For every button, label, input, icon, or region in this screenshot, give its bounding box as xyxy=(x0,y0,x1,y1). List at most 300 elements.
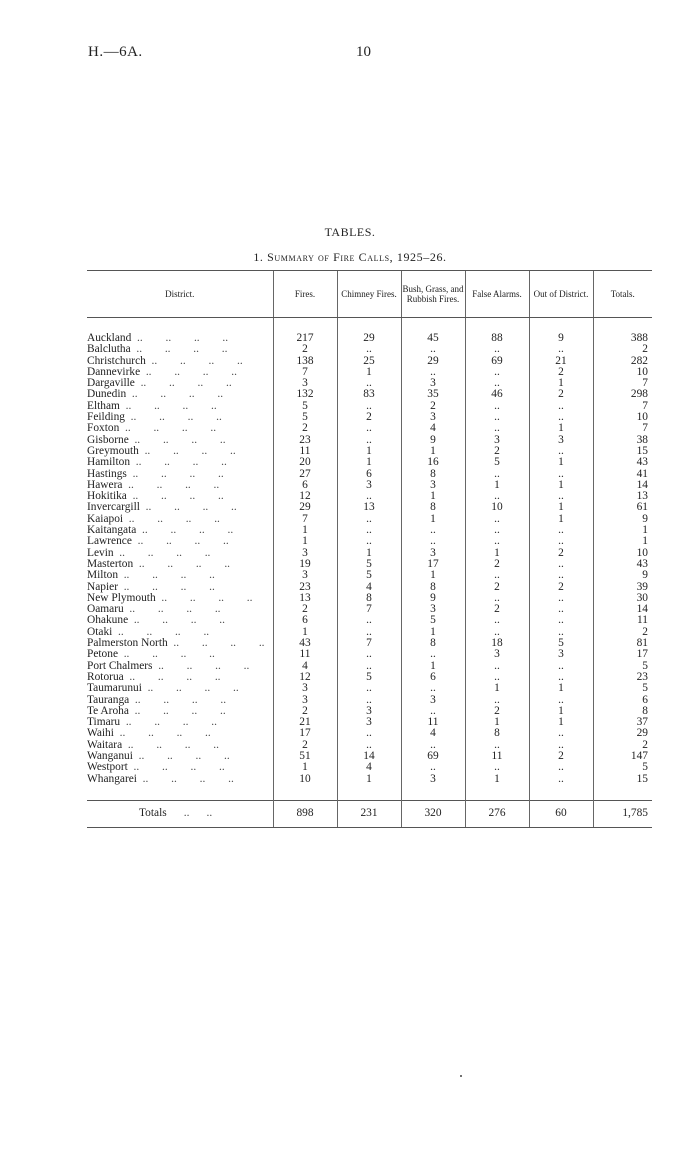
cell-bush: 3 xyxy=(401,548,465,559)
cell-false-alarms: .. xyxy=(465,378,529,389)
cell-bush: 4 xyxy=(401,728,465,739)
cell-total: 5 xyxy=(593,683,652,694)
cell-fires: 2 xyxy=(273,604,337,615)
cell-out-of-district: 5 xyxy=(529,638,593,649)
district-name: Palmerston North .. .. .. .. xyxy=(87,638,265,650)
cell-bush: 5 xyxy=(401,615,465,626)
cell-total: 15 xyxy=(593,446,652,457)
cell-chimney: 14 xyxy=(337,751,401,762)
cell-bush: .. xyxy=(401,344,465,355)
cell-fires: 2 xyxy=(273,423,337,434)
cell-bush: 3 xyxy=(401,378,465,389)
cell-chimney: .. xyxy=(337,683,401,694)
cell-out-of-district: .. xyxy=(529,570,593,581)
cell-total: 282 xyxy=(593,356,652,367)
cell-fires: 17 xyxy=(273,728,337,739)
cell-total: 10 xyxy=(593,367,652,378)
cell-bush: 29 xyxy=(401,356,465,367)
district-name: Rotorua .. .. .. .. xyxy=(87,671,221,683)
totals-chimney: 231 xyxy=(337,800,401,827)
cell-fires: 2 xyxy=(273,344,337,355)
cell-bush: .. xyxy=(401,367,465,378)
cell-chimney: 7 xyxy=(337,638,401,649)
cell-false-alarms: 69 xyxy=(465,356,529,367)
cell-chimney: .. xyxy=(337,661,401,672)
table-row xyxy=(87,457,652,468)
district-name: Lawrence .. .. .. .. xyxy=(87,536,229,548)
cell-bush: .. xyxy=(401,536,465,547)
cell-fires: 3 xyxy=(273,570,337,581)
column-header-out-of-district: Out of District. xyxy=(529,271,593,318)
cell-out-of-district: 2 xyxy=(529,548,593,559)
cell-false-alarms: 11 xyxy=(465,751,529,762)
cell-out-of-district: .. xyxy=(529,446,593,457)
cell-fires: 13 xyxy=(273,593,337,604)
cell-chimney: 1 xyxy=(337,548,401,559)
cell-out-of-district: .. xyxy=(529,559,593,570)
district-name: Waihi .. .. .. .. xyxy=(87,728,211,740)
cell-chimney: 1 xyxy=(337,446,401,457)
totals-fires: 898 xyxy=(273,800,337,827)
cell-bush: .. xyxy=(401,683,465,694)
cell-chimney: 8 xyxy=(337,593,401,604)
print-speck xyxy=(460,1075,462,1077)
cell-total: 9 xyxy=(593,570,652,581)
cell-fires: 1 xyxy=(273,627,337,638)
district-name: Foxton .. .. .. .. xyxy=(87,423,217,435)
district-name: Oamaru .. .. .. .. xyxy=(87,604,221,616)
district-name: Auckland .. .. .. .. xyxy=(87,333,229,344)
cell-chimney: .. xyxy=(337,514,401,525)
cell-false-alarms: 1 xyxy=(465,683,529,694)
cell-fires: 11 xyxy=(273,649,337,660)
cell-bush: .. xyxy=(401,649,465,660)
cell-out-of-district: .. xyxy=(529,525,593,536)
cell-bush: 1 xyxy=(401,661,465,672)
cell-total: 298 xyxy=(593,389,652,400)
cell-bush: 8 xyxy=(401,638,465,649)
cell-total: 14 xyxy=(593,480,652,491)
cell-total: 1 xyxy=(593,536,652,547)
district-name: Levin .. .. .. .. xyxy=(87,547,211,559)
district-name: Dannevirke .. .. .. .. xyxy=(87,366,237,378)
district-name: Kaiapoi .. .. .. .. xyxy=(87,513,220,525)
cell-bush: 1 xyxy=(401,570,465,581)
column-header-bush: Bush, Grass, and Rubbish Fires. xyxy=(401,271,465,318)
district-name: Taumarunui .. .. .. .. xyxy=(87,683,239,695)
cell-total: 37 xyxy=(593,717,652,728)
cell-bush: 8 xyxy=(401,502,465,513)
cell-false-alarms: 46 xyxy=(465,389,529,400)
cell-total: 23 xyxy=(593,672,652,683)
cell-chimney: .. xyxy=(337,615,401,626)
district-name: Tauranga .. .. .. .. xyxy=(87,694,227,706)
cell-out-of-district: 1 xyxy=(529,683,593,694)
column-header-chimney: Chimney Fires. xyxy=(337,271,401,318)
cell-false-alarms: 1 xyxy=(465,717,529,728)
cell-fires: 19 xyxy=(273,559,337,570)
cell-fires: 29 xyxy=(273,502,337,513)
cell-total: 2 xyxy=(593,627,652,638)
cell-bush: 16 xyxy=(401,457,465,468)
table-row xyxy=(87,762,652,773)
table-body xyxy=(87,318,652,801)
cell-out-of-district: 1 xyxy=(529,717,593,728)
district-name: Port Chalmers .. .. .. .. xyxy=(87,660,250,672)
cell-fires: 3 xyxy=(273,548,337,559)
totals-total: 1,785 xyxy=(593,800,652,827)
cell-bush: 3 xyxy=(401,604,465,615)
district-name: Waitara .. .. .. .. xyxy=(87,739,219,751)
cell-bush: 8 xyxy=(401,582,465,593)
cell-total: 41 xyxy=(593,469,652,480)
cell-fires: 4 xyxy=(273,661,337,672)
cell-bush: .. xyxy=(401,740,465,751)
district-name: Gisborne .. .. .. .. xyxy=(87,434,226,446)
cell-out-of-district: .. xyxy=(529,762,593,773)
cell-fires: 7 xyxy=(273,367,337,378)
cell-fires: 2 xyxy=(273,740,337,751)
cell-bush: 3 xyxy=(401,695,465,706)
cell-chimney: 7 xyxy=(337,604,401,615)
cell-chimney: 25 xyxy=(337,356,401,367)
cell-fires: 217 xyxy=(273,333,337,344)
cell-false-alarms: .. xyxy=(465,491,529,502)
cell-bush: 1 xyxy=(401,627,465,638)
cell-fires: 1 xyxy=(273,525,337,536)
cell-bush: 8 xyxy=(401,469,465,480)
cell-out-of-district: 3 xyxy=(529,435,593,446)
table-row xyxy=(87,536,652,547)
cell-chimney: 13 xyxy=(337,502,401,513)
cell-false-alarms: 3 xyxy=(465,649,529,660)
cell-chimney: .. xyxy=(337,378,401,389)
totals-out-of-district: 60 xyxy=(529,800,593,827)
district-name: Feilding .. .. .. .. xyxy=(87,412,222,424)
cell-out-of-district: .. xyxy=(529,412,593,423)
cell-false-alarms: .. xyxy=(465,367,529,378)
cell-chimney: .. xyxy=(337,740,401,751)
district-name: Te Aroha .. .. .. .. xyxy=(87,705,226,717)
cell-fires: 7 xyxy=(273,514,337,525)
cell-out-of-district: .. xyxy=(529,661,593,672)
cell-bush: 3 xyxy=(401,774,465,785)
cell-fires: 5 xyxy=(273,401,337,412)
cell-out-of-district: .. xyxy=(529,774,593,785)
cell-total: 1 xyxy=(593,525,652,536)
cell-chimney: 1 xyxy=(337,457,401,468)
cell-bush: 1 xyxy=(401,491,465,502)
cell-false-alarms: .. xyxy=(465,627,529,638)
cell-chimney: 5 xyxy=(337,672,401,683)
totals-label: Totals .. .. xyxy=(87,800,273,827)
document-reference: H.—6A. xyxy=(88,44,143,60)
cell-bush: 1 xyxy=(401,446,465,457)
cell-out-of-district: 1 xyxy=(529,480,593,491)
cell-false-alarms: .. xyxy=(465,570,529,581)
cell-fires: 132 xyxy=(273,389,337,400)
cell-false-alarms: 5 xyxy=(465,457,529,468)
cell-chimney: .. xyxy=(337,423,401,434)
cell-bush: .. xyxy=(401,706,465,717)
cell-out-of-district: 1 xyxy=(529,706,593,717)
column-header-fires: Fires. xyxy=(273,271,337,318)
cell-fires: 1 xyxy=(273,762,337,773)
table-row xyxy=(87,683,652,694)
district-name: Dunedin .. .. .. .. xyxy=(87,389,224,401)
cell-fires: 1 xyxy=(273,536,337,547)
cell-total: 7 xyxy=(593,378,652,389)
cell-bush: 2 xyxy=(401,401,465,412)
cell-false-alarms: .. xyxy=(465,762,529,773)
cell-fires: 5 xyxy=(273,412,337,423)
cell-false-alarms: .. xyxy=(465,423,529,434)
district-name: Eltham .. .. .. .. xyxy=(87,400,217,412)
cell-out-of-district: .. xyxy=(529,695,593,706)
cell-bush: 17 xyxy=(401,559,465,570)
cell-total: 2 xyxy=(593,740,652,751)
cell-bush: 35 xyxy=(401,389,465,400)
cell-fires: 3 xyxy=(273,695,337,706)
cell-false-alarms: 2 xyxy=(465,706,529,717)
cell-out-of-district: .. xyxy=(529,469,593,480)
district-name: Westport .. .. .. .. xyxy=(87,762,225,774)
cell-chimney: .. xyxy=(337,695,401,706)
district-name: Otaki .. .. .. .. xyxy=(87,626,210,638)
cell-false-alarms: 88 xyxy=(465,333,529,344)
cell-out-of-district: .. xyxy=(529,536,593,547)
cell-out-of-district: .. xyxy=(529,728,593,739)
table-row xyxy=(87,774,652,785)
district-name: Napier .. .. .. .. xyxy=(87,581,215,593)
cell-chimney: 4 xyxy=(337,762,401,773)
cell-out-of-district: 2 xyxy=(529,582,593,593)
district-name: Ohakune .. .. .. .. xyxy=(87,615,225,627)
table-row xyxy=(87,570,652,581)
cell-fires: 138 xyxy=(273,356,337,367)
district-name: Hawera .. .. .. .. xyxy=(87,479,220,491)
cell-chimney: .. xyxy=(337,627,401,638)
totals-false-alarms: 276 xyxy=(465,800,529,827)
cell-false-alarms: .. xyxy=(465,401,529,412)
totals-row xyxy=(87,800,652,827)
district-name: Timaru .. .. .. .. xyxy=(87,717,217,729)
cell-false-alarms: 3 xyxy=(465,435,529,446)
district-name: Hokitika .. .. .. .. xyxy=(87,491,224,503)
cell-false-alarms: 8 xyxy=(465,728,529,739)
column-header-false-alarms: False Alarms. xyxy=(465,271,529,318)
cell-false-alarms: .. xyxy=(465,412,529,423)
totals-bush: 320 xyxy=(401,800,465,827)
cell-out-of-district: 1 xyxy=(529,457,593,468)
cell-fires: 27 xyxy=(273,469,337,480)
cell-bush: 3 xyxy=(401,412,465,423)
table-header-row xyxy=(87,271,652,318)
cell-total: 10 xyxy=(593,412,652,423)
cell-fires: 21 xyxy=(273,717,337,728)
cell-fires: 6 xyxy=(273,615,337,626)
cell-chimney: .. xyxy=(337,536,401,547)
cell-out-of-district: 9 xyxy=(529,333,593,344)
cell-fires: 43 xyxy=(273,638,337,649)
cell-chimney: 3 xyxy=(337,480,401,491)
cell-out-of-district: .. xyxy=(529,491,593,502)
cell-chimney: 3 xyxy=(337,717,401,728)
cell-total: 15 xyxy=(593,774,652,785)
cell-false-alarms: .. xyxy=(465,469,529,480)
cell-false-alarms: .. xyxy=(465,344,529,355)
cell-false-alarms: .. xyxy=(465,536,529,547)
cell-out-of-district: 2 xyxy=(529,389,593,400)
cell-fires: 20 xyxy=(273,457,337,468)
cell-chimney: 5 xyxy=(337,570,401,581)
district-name: Dargaville .. .. .. .. xyxy=(87,378,232,390)
cell-chimney: .. xyxy=(337,344,401,355)
cell-false-alarms: .. xyxy=(465,672,529,683)
cell-false-alarms: .. xyxy=(465,695,529,706)
cell-out-of-district: 2 xyxy=(529,751,593,762)
district-name: Greymouth .. .. .. .. xyxy=(87,445,236,457)
table-row xyxy=(87,649,652,660)
cell-false-alarms: 1 xyxy=(465,480,529,491)
cell-out-of-district: .. xyxy=(529,344,593,355)
cell-chimney: 83 xyxy=(337,389,401,400)
cell-false-alarms: 2 xyxy=(465,604,529,615)
cell-out-of-district: .. xyxy=(529,593,593,604)
cell-chimney: .. xyxy=(337,401,401,412)
table-row xyxy=(87,728,652,739)
cell-false-alarms: .. xyxy=(465,593,529,604)
cell-bush: .. xyxy=(401,525,465,536)
cell-false-alarms: .. xyxy=(465,615,529,626)
district-name: Christchurch .. .. .. .. xyxy=(87,355,243,367)
cell-out-of-district: .. xyxy=(529,627,593,638)
cell-total: 388 xyxy=(593,333,652,344)
cell-total: 61 xyxy=(593,502,652,513)
cell-total: 13 xyxy=(593,491,652,502)
cell-out-of-district: .. xyxy=(529,615,593,626)
cell-bush: 11 xyxy=(401,717,465,728)
cell-fires: 12 xyxy=(273,672,337,683)
table-title: 1. Summary of Fire Calls, 1925–26. xyxy=(253,250,447,264)
cell-false-alarms: 2 xyxy=(465,582,529,593)
cell-bush: 1 xyxy=(401,514,465,525)
cell-false-alarms: 1 xyxy=(465,774,529,785)
cell-chimney: .. xyxy=(337,491,401,502)
cell-total: 8 xyxy=(593,706,652,717)
cell-out-of-district: 1 xyxy=(529,378,593,389)
cell-chimney: .. xyxy=(337,649,401,660)
cell-total: 9 xyxy=(593,514,652,525)
cell-total: 7 xyxy=(593,423,652,434)
district-name: Hastings .. .. .. .. xyxy=(87,468,224,480)
district-name: Wanganui .. .. .. .. xyxy=(87,750,230,762)
cell-fires: 2 xyxy=(273,706,337,717)
section-title: TABLES. xyxy=(324,225,376,239)
cell-out-of-district: .. xyxy=(529,672,593,683)
cell-false-alarms: 2 xyxy=(465,559,529,570)
cell-bush: 69 xyxy=(401,751,465,762)
cell-total: 5 xyxy=(593,762,652,773)
cell-total: 17 xyxy=(593,649,652,660)
cell-false-alarms: .. xyxy=(465,514,529,525)
cell-out-of-district: 21 xyxy=(529,356,593,367)
district-name: New Plymouth .. .. .. .. xyxy=(87,592,253,604)
cell-out-of-district: 1 xyxy=(529,502,593,513)
cell-bush: .. xyxy=(401,762,465,773)
cell-fires: 23 xyxy=(273,435,337,446)
cell-total: 14 xyxy=(593,604,652,615)
cell-total: 43 xyxy=(593,559,652,570)
district-name: Whangarei .. .. .. .. xyxy=(87,773,234,785)
cell-total: 2 xyxy=(593,344,652,355)
cell-total: 10 xyxy=(593,548,652,559)
table-row xyxy=(87,344,652,355)
cell-false-alarms: .. xyxy=(465,740,529,751)
cell-out-of-district: 1 xyxy=(529,423,593,434)
cell-out-of-district: .. xyxy=(529,401,593,412)
cell-chimney: .. xyxy=(337,525,401,536)
cell-chimney: 6 xyxy=(337,469,401,480)
cell-chimney: 5 xyxy=(337,559,401,570)
column-header-district: District. xyxy=(87,271,273,318)
cell-total: 38 xyxy=(593,435,652,446)
cell-fires: 23 xyxy=(273,582,337,593)
cell-fires: 3 xyxy=(273,683,337,694)
cell-total: 6 xyxy=(593,695,652,706)
cell-chimney: .. xyxy=(337,435,401,446)
cell-fires: 12 xyxy=(273,491,337,502)
cell-false-alarms: 1 xyxy=(465,548,529,559)
cell-fires: 10 xyxy=(273,774,337,785)
cell-total: 7 xyxy=(593,401,652,412)
district-name: Invercargill .. .. .. .. xyxy=(87,502,237,514)
cell-chimney: 3 xyxy=(337,706,401,717)
district-name: Balclutha .. .. .. .. xyxy=(87,344,228,356)
cell-out-of-district: .. xyxy=(529,740,593,751)
cell-fires: 51 xyxy=(273,751,337,762)
cell-bush: 4 xyxy=(401,423,465,434)
column-header-totals: Totals. xyxy=(593,271,652,318)
cell-chimney: 29 xyxy=(337,333,401,344)
cell-total: 39 xyxy=(593,582,652,593)
district-name: Petone .. .. .. .. xyxy=(87,649,215,661)
cell-out-of-district: 1 xyxy=(529,514,593,525)
district-name: Kaitangata .. .. .. .. xyxy=(87,525,234,537)
cell-chimney: 1 xyxy=(337,367,401,378)
cell-total: 30 xyxy=(593,593,652,604)
cell-fires: 3 xyxy=(273,378,337,389)
cell-total: 11 xyxy=(593,615,652,626)
table-row xyxy=(87,423,652,434)
cell-total: 147 xyxy=(593,751,652,762)
district-name: Milton .. .. .. .. xyxy=(87,570,215,582)
cell-total: 81 xyxy=(593,638,652,649)
cell-fires: 11 xyxy=(273,446,337,457)
cell-total: 5 xyxy=(593,661,652,672)
cell-fires: 6 xyxy=(273,480,337,491)
cell-chimney: 4 xyxy=(337,582,401,593)
cell-bush: 9 xyxy=(401,435,465,446)
cell-false-alarms: .. xyxy=(465,525,529,536)
cell-false-alarms: 10 xyxy=(465,502,529,513)
cell-false-alarms: 18 xyxy=(465,638,529,649)
cell-false-alarms: .. xyxy=(465,661,529,672)
cell-chimney: 2 xyxy=(337,412,401,423)
cell-chimney: .. xyxy=(337,728,401,739)
cell-out-of-district: 3 xyxy=(529,649,593,660)
fire-calls-table xyxy=(87,270,652,828)
